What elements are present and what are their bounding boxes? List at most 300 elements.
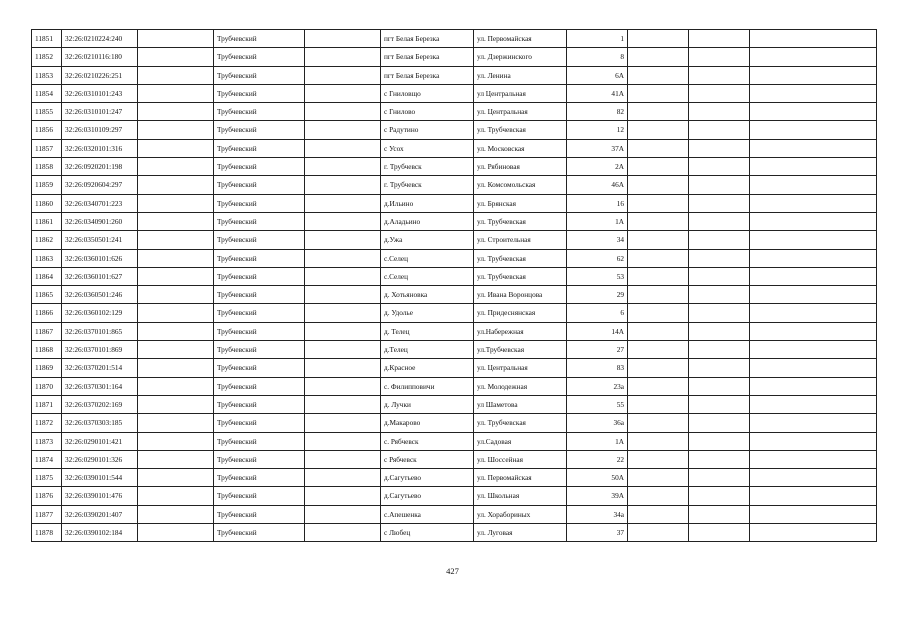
street-cell: ул. Первомайская bbox=[474, 30, 567, 48]
street-cell: ул. Рябиновая bbox=[474, 158, 567, 176]
cell-empty-c-cell bbox=[628, 48, 689, 66]
table-row bbox=[32, 231, 877, 249]
street-cell: ул. Центральная bbox=[474, 103, 567, 121]
cell-empty-a-cell bbox=[138, 121, 214, 139]
cell-empty-a-cell bbox=[138, 249, 214, 267]
cadastral-number-cell: 32:26:0340701:223 bbox=[62, 194, 138, 212]
cell-empty-a-cell bbox=[138, 158, 214, 176]
house-number-cell: 2А bbox=[567, 158, 628, 176]
cell-empty-c-cell bbox=[628, 231, 689, 249]
cell-empty-a-cell bbox=[138, 304, 214, 322]
settlement-cell: г. Трубчевск bbox=[381, 176, 474, 194]
table-row bbox=[32, 139, 877, 157]
settlement-cell: д. Лучки bbox=[381, 395, 474, 413]
cell-empty-a-cell bbox=[138, 212, 214, 230]
cell-empty-e-cell bbox=[750, 66, 877, 84]
street-cell: ул. Трубчевская bbox=[474, 267, 567, 285]
record-number-cell: 11862 bbox=[32, 231, 62, 249]
settlement-cell: д.Сагутьево bbox=[381, 469, 474, 487]
cadastral-number-cell: 32:26:0920604:297 bbox=[62, 176, 138, 194]
cell-empty-a-cell bbox=[138, 377, 214, 395]
cell-empty-e-cell bbox=[750, 84, 877, 102]
cadastral-number-cell: 32:26:0390102:184 bbox=[62, 524, 138, 542]
house-number-cell: 53 bbox=[567, 267, 628, 285]
cell-empty-d-cell bbox=[689, 359, 750, 377]
table-row bbox=[32, 158, 877, 176]
cell-empty-a-cell bbox=[138, 505, 214, 523]
settlement-cell: с Рябчевск bbox=[381, 450, 474, 468]
cell-empty-c-cell bbox=[628, 359, 689, 377]
cell-empty-c-cell bbox=[628, 212, 689, 230]
cell-empty-d-cell bbox=[689, 231, 750, 249]
street-cell: ул. Первомайская bbox=[474, 469, 567, 487]
cadastral-number-cell: 32:26:0370201:514 bbox=[62, 359, 138, 377]
record-number-cell: 11853 bbox=[32, 66, 62, 84]
table-row bbox=[32, 469, 877, 487]
cell-empty-c-cell bbox=[628, 395, 689, 413]
cadastral-number-cell: 32:26:0370202:169 bbox=[62, 395, 138, 413]
settlement-cell: с Гнилово bbox=[381, 103, 474, 121]
cell-empty-e-cell bbox=[750, 414, 877, 432]
district-cell: Трубчевский bbox=[214, 66, 305, 84]
cell-empty-c-cell bbox=[628, 322, 689, 340]
cell-empty-c-cell bbox=[628, 414, 689, 432]
cell-empty-e-cell bbox=[750, 524, 877, 542]
table-row bbox=[32, 176, 877, 194]
cell-empty-d-cell bbox=[689, 139, 750, 157]
cell-empty-e-cell bbox=[750, 267, 877, 285]
cell-empty-a-cell bbox=[138, 231, 214, 249]
district-cell: Трубчевский bbox=[214, 469, 305, 487]
cell-empty-b-cell bbox=[305, 487, 381, 505]
district-cell: Трубчевский bbox=[214, 249, 305, 267]
table-row bbox=[32, 432, 877, 450]
cell-empty-a-cell bbox=[138, 414, 214, 432]
cell-empty-b-cell bbox=[305, 505, 381, 523]
district-cell: Трубчевский bbox=[214, 505, 305, 523]
settlement-cell: д.Аладьино bbox=[381, 212, 474, 230]
street-cell: ул.Трубчевская bbox=[474, 341, 567, 359]
cell-empty-b-cell bbox=[305, 84, 381, 102]
district-cell: Трубчевский bbox=[214, 322, 305, 340]
house-number-cell: 1 bbox=[567, 30, 628, 48]
cell-empty-c-cell bbox=[628, 267, 689, 285]
house-number-cell: 16 bbox=[567, 194, 628, 212]
settlement-cell: с.Селец bbox=[381, 267, 474, 285]
cell-empty-a-cell bbox=[138, 139, 214, 157]
table-body bbox=[32, 30, 877, 542]
cell-empty-e-cell bbox=[750, 450, 877, 468]
street-cell: ул. Трубчевская bbox=[474, 212, 567, 230]
record-number-cell: 11851 bbox=[32, 30, 62, 48]
cadastral-number-cell: 32:26:0360101:626 bbox=[62, 249, 138, 267]
cell-empty-b-cell bbox=[305, 139, 381, 157]
district-cell: Трубчевский bbox=[214, 432, 305, 450]
record-number-cell: 11874 bbox=[32, 450, 62, 468]
cell-empty-c-cell bbox=[628, 377, 689, 395]
street-cell: ул. Луговая bbox=[474, 524, 567, 542]
house-number-cell: 37 bbox=[567, 524, 628, 542]
cadastral-number-cell: 32:26:0920201:198 bbox=[62, 158, 138, 176]
cell-empty-d-cell bbox=[689, 267, 750, 285]
cell-empty-d-cell bbox=[689, 212, 750, 230]
settlement-cell: с Любец bbox=[381, 524, 474, 542]
district-cell: Трубчевский bbox=[214, 414, 305, 432]
cell-empty-d-cell bbox=[689, 304, 750, 322]
district-cell: Трубчевский bbox=[214, 139, 305, 157]
street-cell: ул Шаметова bbox=[474, 395, 567, 413]
settlement-cell: с Усох bbox=[381, 139, 474, 157]
settlement-cell: д.Телец bbox=[381, 341, 474, 359]
cell-empty-e-cell bbox=[750, 121, 877, 139]
house-number-cell: 23а bbox=[567, 377, 628, 395]
settlement-cell: д. Удолье bbox=[381, 304, 474, 322]
table-row bbox=[32, 304, 877, 322]
house-number-cell: 34 bbox=[567, 231, 628, 249]
cell-empty-e-cell bbox=[750, 359, 877, 377]
cell-empty-b-cell bbox=[305, 359, 381, 377]
street-cell: ул. Школьная bbox=[474, 487, 567, 505]
record-number-cell: 11873 bbox=[32, 432, 62, 450]
cell-empty-d-cell bbox=[689, 414, 750, 432]
cell-empty-c-cell bbox=[628, 450, 689, 468]
cell-empty-a-cell bbox=[138, 469, 214, 487]
settlement-cell: с. Филипповичи bbox=[381, 377, 474, 395]
cell-empty-a-cell bbox=[138, 267, 214, 285]
cell-empty-a-cell bbox=[138, 450, 214, 468]
record-number-cell: 11872 bbox=[32, 414, 62, 432]
cell-empty-d-cell bbox=[689, 395, 750, 413]
street-cell: ул. Центральная bbox=[474, 359, 567, 377]
street-cell: ул. Комсомольская bbox=[474, 176, 567, 194]
street-cell: ул. Трубчевская bbox=[474, 414, 567, 432]
district-cell: Трубчевский bbox=[214, 395, 305, 413]
record-number-cell: 11858 bbox=[32, 158, 62, 176]
cell-empty-a-cell bbox=[138, 395, 214, 413]
house-number-cell: 29 bbox=[567, 286, 628, 304]
cell-empty-d-cell bbox=[689, 487, 750, 505]
cell-empty-e-cell bbox=[750, 487, 877, 505]
cell-empty-b-cell bbox=[305, 48, 381, 66]
cell-empty-b-cell bbox=[305, 322, 381, 340]
house-number-cell: 50А bbox=[567, 469, 628, 487]
cell-empty-c-cell bbox=[628, 432, 689, 450]
cell-empty-e-cell bbox=[750, 432, 877, 450]
cell-empty-e-cell bbox=[750, 103, 877, 121]
settlement-cell: д. Хотьяновка bbox=[381, 286, 474, 304]
cell-empty-b-cell bbox=[305, 30, 381, 48]
cell-empty-a-cell bbox=[138, 487, 214, 505]
cell-empty-c-cell bbox=[628, 249, 689, 267]
settlement-cell: д.Красное bbox=[381, 359, 474, 377]
house-number-cell: 37А bbox=[567, 139, 628, 157]
district-cell: Трубчевский bbox=[214, 487, 305, 505]
district-cell: Трубчевский bbox=[214, 103, 305, 121]
cadastral-number-cell: 32:26:0360501:246 bbox=[62, 286, 138, 304]
table-row bbox=[32, 267, 877, 285]
cadastral-number-cell: 32:26:0390101:476 bbox=[62, 487, 138, 505]
settlement-cell: пгт Белая Березка bbox=[381, 48, 474, 66]
street-cell: ул. Строительная bbox=[474, 231, 567, 249]
cell-empty-b-cell bbox=[305, 304, 381, 322]
house-number-cell: 27 bbox=[567, 341, 628, 359]
settlement-cell: д.Ужа bbox=[381, 231, 474, 249]
street-cell: ул. Дзержинского bbox=[474, 48, 567, 66]
house-number-cell: 39А bbox=[567, 487, 628, 505]
street-cell: ул. Трубчевская bbox=[474, 249, 567, 267]
cell-empty-d-cell bbox=[689, 30, 750, 48]
table-row bbox=[32, 121, 877, 139]
cell-empty-c-cell bbox=[628, 139, 689, 157]
house-number-cell: 41А bbox=[567, 84, 628, 102]
district-cell: Трубчевский bbox=[214, 30, 305, 48]
table-row bbox=[32, 48, 877, 66]
cell-empty-b-cell bbox=[305, 414, 381, 432]
settlement-cell: д. Телец bbox=[381, 322, 474, 340]
cell-empty-d-cell bbox=[689, 432, 750, 450]
settlement-cell: с.Апешенка bbox=[381, 505, 474, 523]
cell-empty-c-cell bbox=[628, 286, 689, 304]
house-number-cell: 8 bbox=[567, 48, 628, 66]
house-number-cell: 83 bbox=[567, 359, 628, 377]
cell-empty-e-cell bbox=[750, 304, 877, 322]
district-cell: Трубчевский bbox=[214, 286, 305, 304]
table-row bbox=[32, 359, 877, 377]
district-cell: Трубчевский bbox=[214, 341, 305, 359]
cell-empty-b-cell bbox=[305, 103, 381, 121]
cell-empty-b-cell bbox=[305, 158, 381, 176]
cell-empty-c-cell bbox=[628, 66, 689, 84]
cell-empty-e-cell bbox=[750, 249, 877, 267]
cell-empty-e-cell bbox=[750, 469, 877, 487]
cell-empty-b-cell bbox=[305, 432, 381, 450]
cell-empty-a-cell bbox=[138, 84, 214, 102]
table-row bbox=[32, 212, 877, 230]
cell-empty-e-cell bbox=[750, 176, 877, 194]
street-cell: ул. Трубчевская bbox=[474, 121, 567, 139]
cadastral-number-cell: 32:26:0320101:316 bbox=[62, 139, 138, 157]
house-number-cell: 6 bbox=[567, 304, 628, 322]
address-register-table bbox=[31, 29, 877, 542]
cadastral-number-cell: 32:26:0210224:240 bbox=[62, 30, 138, 48]
cadastral-number-cell: 32:26:0310101:243 bbox=[62, 84, 138, 102]
cell-empty-b-cell bbox=[305, 341, 381, 359]
table-row bbox=[32, 84, 877, 102]
table-row bbox=[32, 30, 877, 48]
cell-empty-e-cell bbox=[750, 505, 877, 523]
record-number-cell: 11863 bbox=[32, 249, 62, 267]
cell-empty-a-cell bbox=[138, 66, 214, 84]
cell-empty-c-cell bbox=[628, 304, 689, 322]
table-row bbox=[32, 450, 877, 468]
district-cell: Трубчевский bbox=[214, 267, 305, 285]
cadastral-number-cell: 32:26:0210226:251 bbox=[62, 66, 138, 84]
district-cell: Трубчевский bbox=[214, 359, 305, 377]
cell-empty-c-cell bbox=[628, 121, 689, 139]
cell-empty-a-cell bbox=[138, 176, 214, 194]
cell-empty-b-cell bbox=[305, 377, 381, 395]
cadastral-number-cell: 32:26:0360101:627 bbox=[62, 267, 138, 285]
table-row bbox=[32, 487, 877, 505]
record-number-cell: 11856 bbox=[32, 121, 62, 139]
record-number-cell: 11854 bbox=[32, 84, 62, 102]
record-number-cell: 11875 bbox=[32, 469, 62, 487]
cell-empty-e-cell bbox=[750, 139, 877, 157]
cell-empty-b-cell bbox=[305, 194, 381, 212]
cell-empty-b-cell bbox=[305, 121, 381, 139]
cell-empty-e-cell bbox=[750, 341, 877, 359]
street-cell: ул. Хорабориных bbox=[474, 505, 567, 523]
district-cell: Трубчевский bbox=[214, 48, 305, 66]
cadastral-number-cell: 32:26:0370301:164 bbox=[62, 377, 138, 395]
record-number-cell: 11868 bbox=[32, 341, 62, 359]
cell-empty-d-cell bbox=[689, 158, 750, 176]
record-number-cell: 11867 bbox=[32, 322, 62, 340]
street-cell: ул. Шоссейная bbox=[474, 450, 567, 468]
house-number-cell: 82 bbox=[567, 103, 628, 121]
district-cell: Трубчевский bbox=[214, 212, 305, 230]
house-number-cell: 1А bbox=[567, 432, 628, 450]
record-number-cell: 11857 bbox=[32, 139, 62, 157]
settlement-cell: с. Рябчевск bbox=[381, 432, 474, 450]
cell-empty-a-cell bbox=[138, 359, 214, 377]
cell-empty-b-cell bbox=[305, 176, 381, 194]
cell-empty-d-cell bbox=[689, 341, 750, 359]
cell-empty-d-cell bbox=[689, 84, 750, 102]
cell-empty-c-cell bbox=[628, 30, 689, 48]
cadastral-number-cell: 32:26:0310101:247 bbox=[62, 103, 138, 121]
cell-empty-a-cell bbox=[138, 194, 214, 212]
table-row bbox=[32, 286, 877, 304]
district-cell: Трубчевский bbox=[214, 450, 305, 468]
house-number-cell: 22 bbox=[567, 450, 628, 468]
record-number-cell: 11877 bbox=[32, 505, 62, 523]
street-cell: ул Центральная bbox=[474, 84, 567, 102]
settlement-cell: г. Трубчевск bbox=[381, 158, 474, 176]
cell-empty-d-cell bbox=[689, 450, 750, 468]
table-row bbox=[32, 194, 877, 212]
district-cell: Трубчевский bbox=[214, 377, 305, 395]
cell-empty-e-cell bbox=[750, 212, 877, 230]
cell-empty-e-cell bbox=[750, 377, 877, 395]
page-number: 427 bbox=[446, 566, 459, 576]
district-cell: Трубчевский bbox=[214, 121, 305, 139]
house-number-cell: 46А bbox=[567, 176, 628, 194]
settlement-cell: с Гниловщо bbox=[381, 84, 474, 102]
house-number-cell: 12 bbox=[567, 121, 628, 139]
cell-empty-b-cell bbox=[305, 395, 381, 413]
street-cell: ул. Брянская bbox=[474, 194, 567, 212]
table-row bbox=[32, 103, 877, 121]
cell-empty-a-cell bbox=[138, 322, 214, 340]
table-row bbox=[32, 414, 877, 432]
cell-empty-b-cell bbox=[305, 66, 381, 84]
cell-empty-c-cell bbox=[628, 158, 689, 176]
district-cell: Трубчевский bbox=[214, 524, 305, 542]
cell-empty-a-cell bbox=[138, 103, 214, 121]
table-row bbox=[32, 524, 877, 542]
cell-empty-d-cell bbox=[689, 66, 750, 84]
record-number-cell: 11859 bbox=[32, 176, 62, 194]
street-cell: ул.Садовая bbox=[474, 432, 567, 450]
cell-empty-e-cell bbox=[750, 286, 877, 304]
street-cell: ул. Ивана Воронцова bbox=[474, 286, 567, 304]
cell-empty-e-cell bbox=[750, 194, 877, 212]
cadastral-number-cell: 32:26:0360102:129 bbox=[62, 304, 138, 322]
district-cell: Трубчевский bbox=[214, 84, 305, 102]
cell-empty-b-cell bbox=[305, 212, 381, 230]
cell-empty-b-cell bbox=[305, 469, 381, 487]
district-cell: Трубчевский bbox=[214, 231, 305, 249]
cell-empty-b-cell bbox=[305, 524, 381, 542]
record-number-cell: 11860 bbox=[32, 194, 62, 212]
cell-empty-d-cell bbox=[689, 103, 750, 121]
cell-empty-c-cell bbox=[628, 524, 689, 542]
record-number-cell: 11865 bbox=[32, 286, 62, 304]
cell-empty-d-cell bbox=[689, 176, 750, 194]
cell-empty-d-cell bbox=[689, 48, 750, 66]
cell-empty-b-cell bbox=[305, 267, 381, 285]
cadastral-number-cell: 32:26:0290101:326 bbox=[62, 450, 138, 468]
cell-empty-c-cell bbox=[628, 487, 689, 505]
district-cell: Трубчевский bbox=[214, 304, 305, 322]
cell-empty-d-cell bbox=[689, 249, 750, 267]
cell-empty-c-cell bbox=[628, 194, 689, 212]
house-number-cell: 14А bbox=[567, 322, 628, 340]
cell-empty-a-cell bbox=[138, 524, 214, 542]
record-number-cell: 11876 bbox=[32, 487, 62, 505]
cell-empty-a-cell bbox=[138, 432, 214, 450]
table-row bbox=[32, 505, 877, 523]
cell-empty-d-cell bbox=[689, 469, 750, 487]
table-row bbox=[32, 66, 877, 84]
district-cell: Трубчевский bbox=[214, 194, 305, 212]
record-number-cell: 11869 bbox=[32, 359, 62, 377]
cell-empty-d-cell bbox=[689, 286, 750, 304]
settlement-cell: д.Ильино bbox=[381, 194, 474, 212]
cell-empty-d-cell bbox=[689, 377, 750, 395]
street-cell: ул. Молодежная bbox=[474, 377, 567, 395]
cell-empty-c-cell bbox=[628, 341, 689, 359]
settlement-cell: д.Сагутьево bbox=[381, 487, 474, 505]
cadastral-number-cell: 32:26:0290101:421 bbox=[62, 432, 138, 450]
cadastral-number-cell: 32:26:0340901:260 bbox=[62, 212, 138, 230]
cell-empty-a-cell bbox=[138, 30, 214, 48]
cadastral-number-cell: 32:26:0370101:869 bbox=[62, 341, 138, 359]
cell-empty-c-cell bbox=[628, 176, 689, 194]
cell-empty-d-cell bbox=[689, 194, 750, 212]
cell-empty-b-cell bbox=[305, 231, 381, 249]
record-number-cell: 11878 bbox=[32, 524, 62, 542]
cadastral-number-cell: 32:26:0350501:241 bbox=[62, 231, 138, 249]
cadastral-number-cell: 32:26:0210116:180 bbox=[62, 48, 138, 66]
house-number-cell: 1А bbox=[567, 212, 628, 230]
cadastral-number-cell: 32:26:0390201:407 bbox=[62, 505, 138, 523]
cell-empty-c-cell bbox=[628, 469, 689, 487]
cell-empty-b-cell bbox=[305, 286, 381, 304]
table-row bbox=[32, 395, 877, 413]
settlement-cell: пгт Белая Березка bbox=[381, 66, 474, 84]
table-row bbox=[32, 249, 877, 267]
house-number-cell: 36а bbox=[567, 414, 628, 432]
house-number-cell: 55 bbox=[567, 395, 628, 413]
street-cell: ул.Набережная bbox=[474, 322, 567, 340]
cell-empty-a-cell bbox=[138, 286, 214, 304]
settlement-cell: с.Селец bbox=[381, 249, 474, 267]
table-row bbox=[32, 322, 877, 340]
record-number-cell: 11861 bbox=[32, 212, 62, 230]
cell-empty-e-cell bbox=[750, 48, 877, 66]
